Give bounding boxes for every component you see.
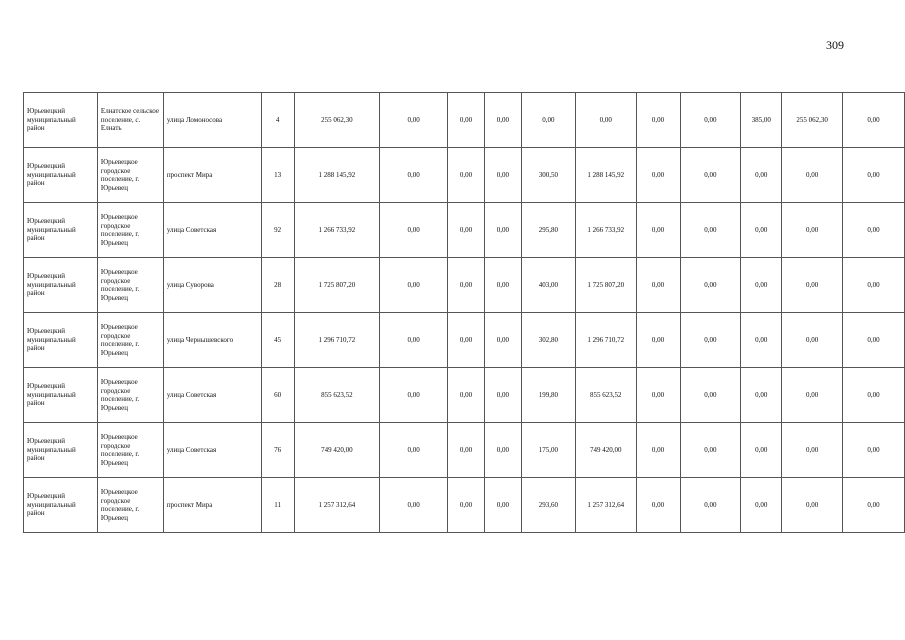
value-cell-10: 0,00 [782, 313, 843, 368]
value-cell-3: 0,00 [448, 368, 485, 423]
value-cell-4: 0,00 [484, 423, 521, 478]
value-cell-8: 0,00 [680, 93, 741, 148]
district-cell: Юрьевецкий муниципальный район [24, 313, 98, 368]
value-cell-4: 0,00 [484, 93, 521, 148]
value-cell-5: 295,80 [521, 203, 575, 258]
value-cell-2: 0,00 [380, 203, 448, 258]
settlement-cell: Юрьевецкое городское поселение, г. Юрьевец [97, 148, 163, 203]
value-cell-7: 0,00 [636, 423, 680, 478]
value-cell-7: 0,00 [636, 258, 680, 313]
house-number-cell: 45 [261, 313, 294, 368]
table-row [24, 203, 905, 258]
value-cell-4: 0,00 [484, 478, 521, 533]
value-cell-10: 255 062,30 [782, 93, 843, 148]
value-cell-3: 0,00 [448, 258, 485, 313]
house-number-cell: 4 [261, 93, 294, 148]
value-cell-3: 0,00 [448, 478, 485, 533]
value-cell-6: 749 420,00 [575, 423, 636, 478]
house-number-cell: 28 [261, 258, 294, 313]
street-cell: проспект Мира [163, 478, 261, 533]
table-row [24, 93, 905, 148]
value-cell-4: 0,00 [484, 148, 521, 203]
value-cell-2: 0,00 [380, 258, 448, 313]
value-cell-4: 0,00 [484, 313, 521, 368]
value-cell-11: 0,00 [843, 313, 905, 368]
value-cell-6: 1 257 312,64 [575, 478, 636, 533]
value-cell-8: 0,00 [680, 478, 741, 533]
value-cell-8: 0,00 [680, 368, 741, 423]
value-cell-11: 0,00 [843, 423, 905, 478]
value-cell-5: 300,50 [521, 148, 575, 203]
value-cell-10: 0,00 [782, 148, 843, 203]
value-cell-2: 0,00 [380, 313, 448, 368]
value-cell-3: 0,00 [448, 313, 485, 368]
street-cell: улица Чернышевского [163, 313, 261, 368]
house-number-cell: 92 [261, 203, 294, 258]
value-cell-5: 403,00 [521, 258, 575, 313]
district-cell: Юрьевецкий муниципальный район [24, 203, 98, 258]
total-cost-cell: 1 266 733,92 [294, 203, 380, 258]
total-cost-cell: 1 257 312,64 [294, 478, 380, 533]
house-number-cell: 11 [261, 478, 294, 533]
table-row [24, 313, 905, 368]
street-cell: улица Ломоносова [163, 93, 261, 148]
total-cost-cell: 749 420,00 [294, 423, 380, 478]
table-row [24, 478, 905, 533]
table-row [24, 368, 905, 423]
value-cell-7: 0,00 [636, 368, 680, 423]
value-cell-4: 0,00 [484, 203, 521, 258]
value-cell-7: 0,00 [636, 313, 680, 368]
street-cell: улица Советская [163, 203, 261, 258]
value-cell-8: 0,00 [680, 258, 741, 313]
value-cell-10: 0,00 [782, 368, 843, 423]
house-number-cell: 60 [261, 368, 294, 423]
value-cell-5: 175,00 [521, 423, 575, 478]
settlement-cell: Юрьевецкое городское поселение, г. Юрьевец [97, 368, 163, 423]
value-cell-8: 0,00 [680, 203, 741, 258]
value-cell-5: 293,60 [521, 478, 575, 533]
value-cell-2: 0,00 [380, 368, 448, 423]
value-cell-7: 0,00 [636, 148, 680, 203]
street-cell: проспект Мира [163, 148, 261, 203]
value-cell-7: 0,00 [636, 93, 680, 148]
value-cell-9: 0,00 [741, 368, 782, 423]
value-cell-4: 0,00 [484, 258, 521, 313]
housing-repair-table [23, 92, 905, 533]
value-cell-4: 0,00 [484, 368, 521, 423]
value-cell-6: 1 266 733,92 [575, 203, 636, 258]
value-cell-7: 0,00 [636, 478, 680, 533]
district-cell: Юрьевецкий муниципальный район [24, 93, 98, 148]
value-cell-3: 0,00 [448, 93, 485, 148]
value-cell-6: 1 296 710,72 [575, 313, 636, 368]
total-cost-cell: 1 296 710,72 [294, 313, 380, 368]
value-cell-10: 0,00 [782, 423, 843, 478]
value-cell-2: 0,00 [380, 93, 448, 148]
total-cost-cell: 1 288 145,92 [294, 148, 380, 203]
district-cell: Юрьевецкий муниципальный район [24, 258, 98, 313]
page-number: 309 [826, 38, 844, 52]
value-cell-3: 0,00 [448, 203, 485, 258]
table-row [24, 148, 905, 203]
value-cell-9: 0,00 [741, 478, 782, 533]
street-cell: улица Советская [163, 423, 261, 478]
value-cell-10: 0,00 [782, 478, 843, 533]
value-cell-10: 0,00 [782, 258, 843, 313]
settlement-cell: Юрьевецкое городское поселение, г. Юрьевец [97, 203, 163, 258]
district-cell: Юрьевецкий муниципальный район [24, 368, 98, 423]
value-cell-6: 0,00 [575, 93, 636, 148]
district-cell: Юрьевецкий муниципальный район [24, 148, 98, 203]
value-cell-10: 0,00 [782, 203, 843, 258]
value-cell-11: 0,00 [843, 478, 905, 533]
value-cell-6: 1 288 145,92 [575, 148, 636, 203]
value-cell-9: 0,00 [741, 313, 782, 368]
value-cell-2: 0,00 [380, 148, 448, 203]
value-cell-9: 385,00 [741, 93, 782, 148]
street-cell: улица Суворова [163, 258, 261, 313]
table-row [24, 423, 905, 478]
settlement-cell: Юрьевецкое городское поселение, г. Юрьевец [97, 258, 163, 313]
total-cost-cell: 255 062,30 [294, 93, 380, 148]
value-cell-6: 1 725 807,20 [575, 258, 636, 313]
value-cell-8: 0,00 [680, 423, 741, 478]
value-cell-5: 199,80 [521, 368, 575, 423]
value-cell-9: 0,00 [741, 148, 782, 203]
house-number-cell: 76 [261, 423, 294, 478]
value-cell-2: 0,00 [380, 478, 448, 533]
value-cell-2: 0,00 [380, 423, 448, 478]
total-cost-cell: 855 623,52 [294, 368, 380, 423]
house-number-cell: 13 [261, 148, 294, 203]
table-row [24, 258, 905, 313]
settlement-cell: Юрьевецкое городское поселение, г. Юрьевец [97, 313, 163, 368]
value-cell-9: 0,00 [741, 258, 782, 313]
value-cell-5: 0,00 [521, 93, 575, 148]
value-cell-6: 855 623,52 [575, 368, 636, 423]
value-cell-11: 0,00 [843, 93, 905, 148]
district-cell: Юрьевецкий муниципальный район [24, 423, 98, 478]
total-cost-cell: 1 725 807,20 [294, 258, 380, 313]
value-cell-3: 0,00 [448, 148, 485, 203]
value-cell-5: 302,80 [521, 313, 575, 368]
value-cell-11: 0,00 [843, 203, 905, 258]
value-cell-11: 0,00 [843, 258, 905, 313]
street-cell: улица Советская [163, 368, 261, 423]
district-cell: Юрьевецкий муниципальный район [24, 478, 98, 533]
value-cell-8: 0,00 [680, 148, 741, 203]
value-cell-9: 0,00 [741, 423, 782, 478]
settlement-cell: Юрьевецкое городское поселение, г. Юрьевец [97, 423, 163, 478]
settlement-cell: Юрьевецкое городское поселение, г. Юрьевец [97, 478, 163, 533]
value-cell-3: 0,00 [448, 423, 485, 478]
value-cell-11: 0,00 [843, 148, 905, 203]
settlement-cell: Елнатское сельское поселение, с. Елнать [97, 93, 163, 148]
value-cell-8: 0,00 [680, 313, 741, 368]
value-cell-7: 0,00 [636, 203, 680, 258]
value-cell-11: 0,00 [843, 368, 905, 423]
value-cell-9: 0,00 [741, 203, 782, 258]
